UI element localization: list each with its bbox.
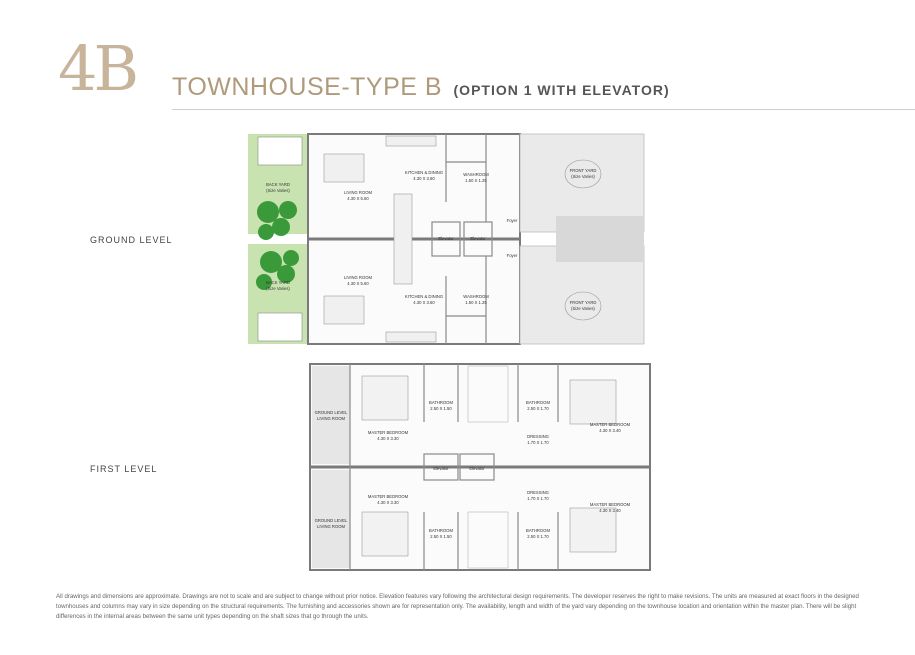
back-yard-label-bottom: BACK YARD xyxy=(266,280,290,285)
ground-floor-plan xyxy=(246,132,646,346)
header-divider xyxy=(172,109,915,110)
master-bedroom-label-br: MASTER BEDROOM xyxy=(589,502,631,507)
washroom-size-bottom: 1.50 X 1.25 xyxy=(465,300,487,305)
master-bedroom-size-tl: 4.30 X 3.30 xyxy=(377,436,399,441)
bathroom-label-tl: BATHROOM xyxy=(429,400,453,405)
living-room-label-bottom: LIVING ROOM xyxy=(344,275,372,280)
ground-living-label-top: GROUND LEVEL xyxy=(314,410,348,415)
page-title xyxy=(172,73,670,102)
master-bedroom-size-br: 4.30 X 3.40 xyxy=(599,508,621,513)
bathroom-label-tr: BATHROOM xyxy=(526,400,550,405)
front-yard-note-top: (Size Varies) xyxy=(571,174,595,179)
foyer-label-top: Foyer xyxy=(506,218,518,223)
elevator-label-first-right: Elevator xyxy=(469,466,485,471)
back-yard-note-top: (Size Varies) xyxy=(266,188,290,193)
ground-living-label-bottom: GROUND LEVEL xyxy=(314,518,348,523)
ground-level-label: GROUND LEVEL xyxy=(90,235,173,245)
foyer-label-bottom: Foyer xyxy=(506,253,518,258)
living-room-size-bottom: 4.30 X 5.60 xyxy=(347,281,369,286)
kitchen-size-bottom: 4.30 X 3.60 xyxy=(413,300,435,305)
dressing-size-bottom: 1.70 X 1.70 xyxy=(527,496,549,501)
bathroom-label-br: BATHROOM xyxy=(526,528,550,533)
back-yard-note-bottom: (Size Varies) xyxy=(266,286,290,291)
washroom-label-bottom: WASHROOM xyxy=(463,294,489,299)
front-yard-note-bottom: (Size Varies) xyxy=(571,306,595,311)
type-number: 4B xyxy=(58,32,136,105)
bathroom-size-tr: 2.50 X 1.70 xyxy=(527,406,549,411)
void-top xyxy=(312,366,350,464)
ground-living-label-top-2: LIVING ROOM xyxy=(317,416,345,421)
front-yard-label-bottom: FRONT YARD xyxy=(569,300,597,305)
living-room-label-top: LIVING ROOM xyxy=(344,190,372,195)
bathroom-label-bl: BATHROOM xyxy=(429,528,453,533)
first-floor-plan xyxy=(308,362,652,572)
kitchen-size-top: 4.30 X 3.60 xyxy=(413,176,435,181)
kitchen-label-top: KITCHEN & DINING xyxy=(404,170,444,175)
master-bedroom-label-tl: MASTER BEDROOM xyxy=(367,430,409,435)
disclaimer-text: All drawings and dimensions are approximate. Drawings are not to scale and are subject to change without prior notice. Elevation features vary following the architectural design requirements. The developer reserves the right to make revisions. The units are measured at exact floors in the designed townhouses and columns may vary in size depending on the structural requirements. The furnishing and accessories shown are for representation only. The availability, length and width of the yard vary depending on the townhouse location and orientation within the master plan. There will be slight differences in the internal areas between the same unit types depending on the shaft sizes that go through the units. xyxy=(56,593,859,620)
bathroom-size-tl: 2.50 X 1.50 xyxy=(430,406,452,411)
master-bedroom-label-tr: MASTER BEDROOM xyxy=(589,422,631,427)
elevator-label-left: Elevator xyxy=(438,236,454,241)
ground-living-label-bottom-2: LIVING ROOM xyxy=(317,524,345,529)
kitchen-label-bottom: KITCHEN & DINING xyxy=(404,294,444,299)
dressing-label-top: DRESSING xyxy=(527,434,549,439)
dressing-size-top: 1.70 X 1.70 xyxy=(527,440,549,445)
front-yard-label-top: FRONT YARD xyxy=(569,168,597,173)
bathroom-size-bl: 2.50 X 1.50 xyxy=(430,534,452,539)
master-bedroom-size-bl: 4.30 X 3.30 xyxy=(377,500,399,505)
elevator-label-right: Elevator xyxy=(470,236,486,241)
washroom-size-top: 1.50 X 1.25 xyxy=(465,178,487,183)
master-bedroom-label-bl: MASTER BEDROOM xyxy=(367,494,409,499)
back-yard-label-top: BACK YARD xyxy=(266,182,290,187)
living-room-size-top: 4.30 X 5.60 xyxy=(347,196,369,201)
master-bedroom-size-tr: 4.30 X 3.40 xyxy=(599,428,621,433)
bathroom-size-br: 2.50 X 1.70 xyxy=(527,534,549,539)
first-level-label: FIRST LEVEL xyxy=(90,464,158,474)
washroom-label-top: WASHROOM xyxy=(463,172,489,177)
title-subtitle: (OPTION 1 WITH ELEVATOR) xyxy=(453,82,670,98)
elevator-label-first-left: Elevator xyxy=(433,466,449,471)
dressing-label-bottom: DRESSING xyxy=(527,490,549,495)
title-main: TOWNHOUSE-TYPE B xyxy=(172,73,443,101)
